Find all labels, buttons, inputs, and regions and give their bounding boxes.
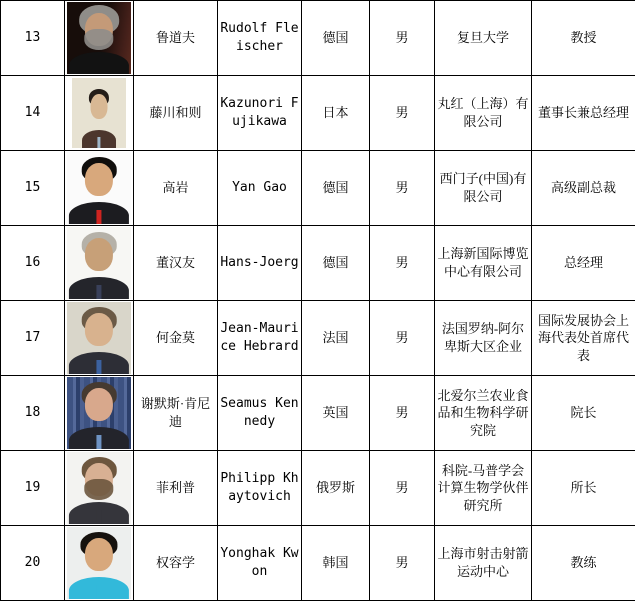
chinese-name: 谢默斯·肯尼迪	[134, 376, 218, 451]
photo-cell	[65, 451, 134, 526]
chinese-name: 菲利普	[134, 451, 218, 526]
portrait-photo	[67, 527, 131, 599]
nationality: 德国	[302, 151, 370, 226]
row-number: 17	[1, 301, 65, 376]
photo-tie-shape	[96, 510, 101, 524]
portrait-photo	[72, 78, 125, 147]
chinese-name: 权容学	[134, 526, 218, 601]
nationality: 英国	[302, 376, 370, 451]
english-name: Yan Gao	[218, 151, 302, 226]
photo-head-shape	[85, 388, 113, 421]
photo-tie-shape	[96, 585, 101, 599]
row-number: 13	[1, 1, 65, 76]
english-name: Seamus Kennedy	[218, 376, 302, 451]
photo-head-shape	[85, 163, 113, 196]
portrait-photo	[67, 227, 131, 299]
row-number: 14	[1, 76, 65, 151]
organization: 西门子(中国)有限公司	[435, 151, 532, 226]
position-title: 院长	[532, 376, 635, 451]
portrait-photo	[67, 2, 131, 74]
photo-head-shape	[85, 313, 113, 346]
portrait-photo	[67, 377, 131, 449]
row-number: 16	[1, 226, 65, 301]
chinese-name: 鲁道夫	[134, 1, 218, 76]
table-row	[1, 526, 635, 601]
photo-beard-shape	[84, 29, 113, 49]
photo-cell	[65, 1, 134, 76]
photo-cell	[65, 526, 134, 601]
nationality: 日本	[302, 76, 370, 151]
photo-cell	[65, 376, 134, 451]
gender: 男	[370, 526, 435, 601]
english-name: Yonghak Kwon	[218, 526, 302, 601]
gender: 男	[370, 376, 435, 451]
gender: 男	[370, 76, 435, 151]
english-name: Jean-Maurice Hebrard	[218, 301, 302, 376]
position-title: 教练	[532, 526, 635, 601]
table-row	[1, 226, 635, 301]
organization: 北爱尔兰农业食品和生物科学研究院	[435, 376, 532, 451]
organization: 丸红（上海）有限公司	[435, 76, 532, 151]
photo-cell	[65, 301, 134, 376]
photo-tie-shape	[96, 60, 101, 74]
row-number: 18	[1, 376, 65, 451]
organization: 复旦大学	[435, 1, 532, 76]
english-name: Kazunori Fujikawa	[218, 76, 302, 151]
table-row	[1, 376, 635, 451]
photo-tie-shape	[96, 285, 101, 299]
nationality: 韩国	[302, 526, 370, 601]
photo-beard-shape	[84, 479, 113, 499]
chinese-name: 藤川和则	[134, 76, 218, 151]
table-row	[1, 1, 635, 76]
photo-tie-shape	[96, 435, 101, 449]
gender: 男	[370, 1, 435, 76]
row-number: 20	[1, 526, 65, 601]
row-number: 15	[1, 151, 65, 226]
organization: 法国罗纳-阿尔卑斯大区企业	[435, 301, 532, 376]
table-row	[1, 451, 635, 526]
organization: 科院-马普学会计算生物学伙伴研究所	[435, 451, 532, 526]
photo-head-shape	[85, 238, 113, 271]
chinese-name: 高岩	[134, 151, 218, 226]
position-title: 教授	[532, 1, 635, 76]
nationality: 俄罗斯	[302, 451, 370, 526]
position-title: 国际发展协会上海代表处首席代表	[532, 301, 635, 376]
photo-head-shape	[85, 538, 113, 571]
photo-head-shape	[90, 94, 107, 119]
photo-tie-shape	[96, 360, 101, 374]
gender: 男	[370, 226, 435, 301]
gender: 男	[370, 301, 435, 376]
portrait-photo	[67, 452, 131, 524]
gender: 男	[370, 151, 435, 226]
photo-cell	[65, 151, 134, 226]
chinese-name: 董汉友	[134, 226, 218, 301]
english-name: Hans-Joerg	[218, 226, 302, 301]
photo-cell	[65, 226, 134, 301]
gender: 男	[370, 451, 435, 526]
position-title: 所长	[532, 451, 635, 526]
organization: 上海新国际博览中心有限公司	[435, 226, 532, 301]
table-row	[1, 301, 635, 376]
english-name: Philipp Khaytovich	[218, 451, 302, 526]
portrait-photo	[67, 302, 131, 374]
position-title: 高级副总裁	[532, 151, 635, 226]
photo-tie-shape	[96, 210, 101, 224]
photo-cell	[65, 76, 134, 151]
nationality: 法国	[302, 301, 370, 376]
organization: 上海市射击射箭运动中心	[435, 526, 532, 601]
table-row	[1, 76, 635, 151]
nationality: 德国	[302, 1, 370, 76]
table-row	[1, 151, 635, 226]
chinese-name: 何金莫	[134, 301, 218, 376]
position-title: 总经理	[532, 226, 635, 301]
nationality: 德国	[302, 226, 370, 301]
row-number: 19	[1, 451, 65, 526]
english-name: Rudolf Fleischer	[218, 1, 302, 76]
portrait-photo	[67, 152, 131, 224]
position-title: 董事长兼总经理	[532, 76, 635, 151]
photo-tie-shape	[97, 137, 100, 147]
